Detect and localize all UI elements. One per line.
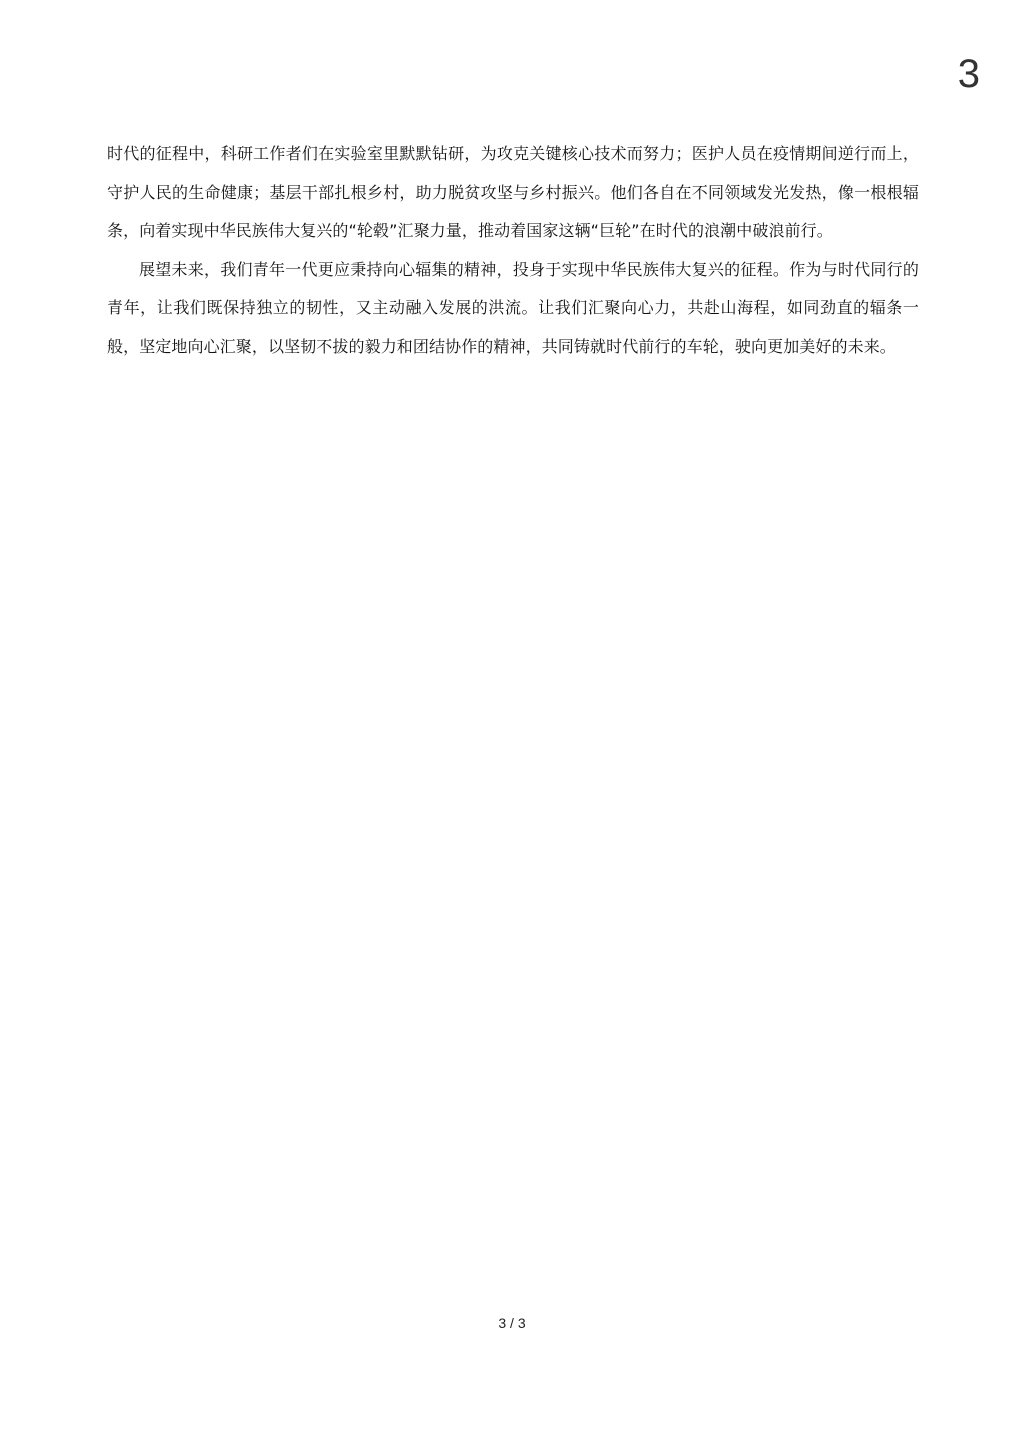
page-number-corner: 3: [957, 52, 980, 96]
paragraph-conclusion: 展望未来，我们青年一代更应秉持向心辐集的精神，投身于实现中华民族伟大复兴的征程。作为与时代同行的青年，让我们既保持独立的韧性，又主动融入发展的洪流。让我们汇聚向心力，共赴山海程，如同劲直的辐条一般，坚定地向心汇聚，以坚韧不拔的毅力和团结协作的精神，共同铸就时代前行的车轮，驶向更加美好的未来。: [107, 259, 919, 356]
document-body: [107, 135, 919, 366]
paragraph-continued: 时代的征程中，科研工作者们在实验室里默默钻研，为攻克关键核心技术而努力；医护人员在疫情期间逆行而上，守护人民的生命健康；基层干部扎根乡村，助力脱贫攻坚与乡村振兴。他们各自在不同领域发光发热，像一根根辐条，向着实现中华民族伟大复兴的“轮毂”汇聚力量，推动着国家这辆“巨轮”在时代的浪潮中破浪前行。: [107, 144, 919, 240]
footer-page-indicator: 3 / 3: [498, 1315, 526, 1331]
